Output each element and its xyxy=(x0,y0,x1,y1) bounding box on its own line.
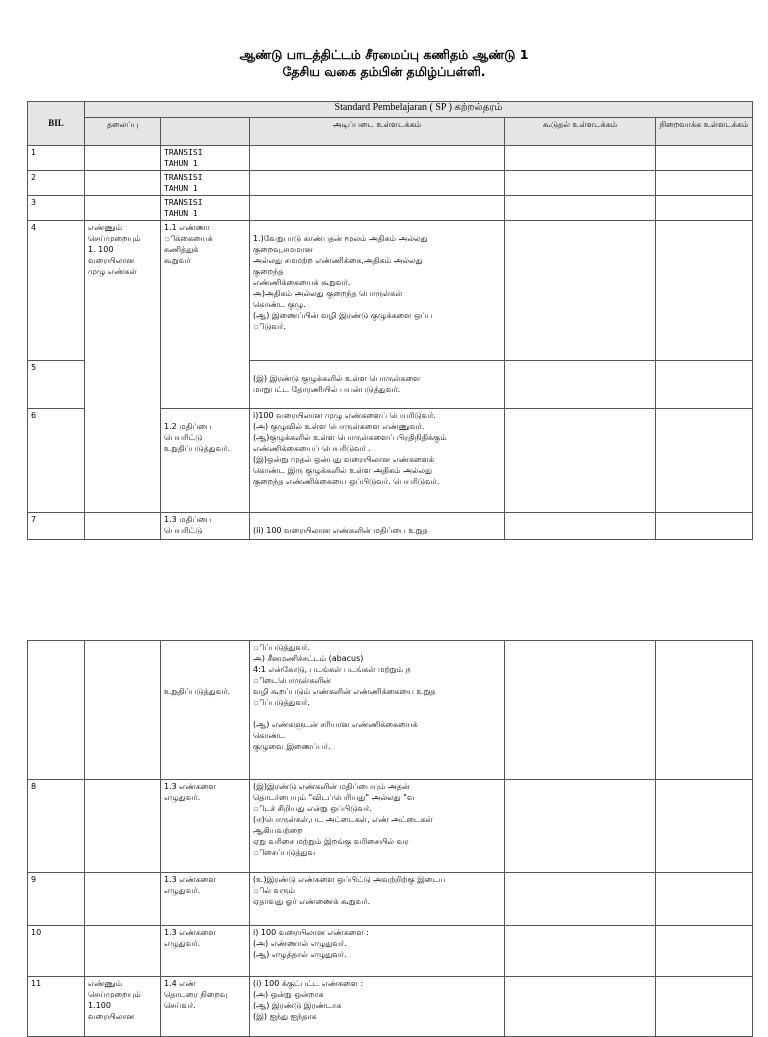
row-topic xyxy=(85,171,161,196)
header-topic: தலைப்பு xyxy=(85,118,161,146)
row-basic-content xyxy=(250,171,505,196)
row-bil: 10 xyxy=(28,926,85,977)
row-basic-content xyxy=(250,196,505,221)
row-additional-content xyxy=(505,146,656,171)
header-completion-content: நிறைவாக்க உள்ளடக்கம் xyxy=(656,118,753,146)
row-additional-content xyxy=(505,221,656,361)
row-basic-content xyxy=(250,146,505,171)
syllabus-table-page1 xyxy=(27,101,753,540)
row-additional-content xyxy=(505,196,656,221)
syllabus-table-page2 xyxy=(27,640,753,1037)
row-completion-content xyxy=(656,221,753,361)
row-basic-content: (இ) இரண்டு குழுக்களில் உள்ள பொருள்களை மாறுபட்ட தோரணியில் பயன்படுத்துவர். xyxy=(250,361,505,409)
row-bil: 3 xyxy=(28,196,85,221)
row-learning-standard: 1.3 எண்களை எழுதுவர். xyxy=(161,780,250,873)
row-basic-content: 1.)வேறுபாடு காண்பதன் மூலம் அதிகம் அல்லது குறைவு,சமமான அல்லது சமமற்ற எண்ணிக்கை,அதிகம் அல்லது குறைந்த எண்ணிக்கையைக் கூறுவர். அ)அதிகம் அல்லது குறைந்த பொருள்கள் கொண்ட குழு. (ஆ) இணைப்பின் வழி இரண்டு குழுக்களை ஒப்ப ிடுவர். xyxy=(250,221,505,361)
header-basic-content: அடிப்படை உள்ளடக்கம் xyxy=(250,118,505,146)
row-bil xyxy=(28,641,85,780)
row-topic xyxy=(85,873,161,926)
row-topic xyxy=(85,196,161,221)
row-completion-content xyxy=(656,146,753,171)
row-basic-content: i)100 வரையிலான முழு எண்களைப் பெயரிடுவர். (அ) குழுவில் உள்ள பொருள்களை எண்ணுவர். (ஆ)குழுக்களில் உள்ள பொருள்களைப் பிரதிநிதிக்கும் எண்ணிக்கையைப் பெயரிடுவர் . (இ)ஒன்று முதல் ஒன்பது வரையிலான எண்களைக் கொண்ட இரு குழுக்களில் உள்ள அதிகம் அல்லது குறைந்த எண்ணிக்கையை ஒப்பிடுவர். பெயரிடுவர். xyxy=(250,409,505,513)
row-bil: 5 xyxy=(28,361,85,409)
row-completion-content xyxy=(656,926,753,977)
row-bil: 1 xyxy=(28,146,85,171)
row-topic xyxy=(85,513,161,540)
row-bil: 8 xyxy=(28,780,85,873)
row-additional-content xyxy=(505,641,656,780)
table-row xyxy=(28,513,753,540)
table-row xyxy=(28,873,753,926)
row-completion-content xyxy=(656,361,753,409)
row-bil: 11 xyxy=(28,977,85,1037)
table-row xyxy=(28,221,753,361)
row-learning-standard: 1.3 எண்களை எழுதுவர். xyxy=(161,926,250,977)
row-basic-content: ிப்படுத்துவர். அ) சீனமணிச்சட்டம் (abacus) 4:1 என்கோடு, படங்கள் படங்கள் மற்றும் ந ிடைபொருள்களின் வழி கூறப்படும் எண்களின் எண்ணிக்கையை உறுத ிப்படுத்துவர். (ஆ) எண்களுடன் சரியான எண்ணிக்கையைக் கொண்ட குழுவை இணைப்பர். xyxy=(250,641,505,780)
row-topic xyxy=(85,926,161,977)
row-topic xyxy=(85,146,161,171)
row-basic-content: i) 100 வரையிலான எண்களை : (அ) எண்ணால் எழுதுவர். (ஆ) எழுத்தால் எழுதுவர். xyxy=(250,926,505,977)
header-standard-pembelajaran: Standard Pembelajaran ( SP ) கற்றல்தரம் xyxy=(85,102,753,118)
row-learning-standard: 1.2 மதிப்பை பெயரிட்டு உறுதிப்படுத்துவர். xyxy=(161,409,250,513)
row-learning-standard: TRANSISI TAHUN 1 xyxy=(161,171,250,196)
row-completion-content xyxy=(656,171,753,196)
row-learning-standard: TRANSISI TAHUN 1 xyxy=(161,146,250,171)
row-basic-content: (உ)இரண்டு எண்களை ஒப்பிட்டு அவற்றிற்கு இடைய ில் வரும் ஏதாவது ஓர் எண்ணைக் கூறுவர். xyxy=(250,873,505,926)
row-completion-content xyxy=(656,641,753,780)
row-learning-standard: 1.1 எண்ணா ிக்கையைக் கணித்துக் கூறுவர் xyxy=(161,221,250,409)
table-row xyxy=(28,196,753,221)
row-completion-content xyxy=(656,977,753,1037)
row-learning-standard: TRANSISI TAHUN 1 xyxy=(161,196,250,221)
row-learning-standard: 1.3 மதிப்பை பெயரிட்டு xyxy=(161,513,250,540)
row-additional-content xyxy=(505,361,656,409)
row-basic-content: (இ)இரண்டு எண்களின் மதிப்பையும் அதன் தொடர்பையும் "விடப்பெரியது" அல்லது "வ ிடச் சிறியது என்று ஒப்பிடுவர். (ஈ)பொருள்கள்,பட அட்டைகள், எண் அட்டைகள் ஆகியவற்றை ஏறு வரிசை மற்றும் இறங்கு வரிசையில் வர ிசைப்படுத்துவ xyxy=(250,780,505,873)
row-completion-content xyxy=(656,409,753,513)
row-completion-content xyxy=(656,513,753,540)
row-topic xyxy=(85,641,161,780)
header-blank xyxy=(161,118,250,146)
row-basic-content: (i) 100 க்குட்பட்ட எண்களை : (அ) ஒன்று ஒன்றாக (ஆ) இரண்டு இரண்டாக (இ) ஐந்து ஐந்தாக xyxy=(250,977,505,1037)
row-additional-content xyxy=(505,977,656,1037)
document-title: ஆண்டு பாடத்திட்டம் சீரமைப்பு கணிதம் ஆண்டு 1 xyxy=(239,47,529,62)
row-bil: 9 xyxy=(28,873,85,926)
row-learning-standard: 1.3 எண்களை எழுதுவர். xyxy=(161,873,250,926)
row-learning-standard: 1.4 எண் தொடரை நிறைவு செய்வர். xyxy=(161,977,250,1037)
row-completion-content xyxy=(656,873,753,926)
row-additional-content xyxy=(505,926,656,977)
row-additional-content xyxy=(505,513,656,540)
row-additional-content xyxy=(505,409,656,513)
row-additional-content xyxy=(505,873,656,926)
row-additional-content xyxy=(505,171,656,196)
row-completion-content xyxy=(656,780,753,873)
row-basic-content: (ii) 100 வரையிலான எண்களின் மதிப்பை உறுத xyxy=(250,513,505,540)
row-bil: 2 xyxy=(28,171,85,196)
header-bil: BIL xyxy=(28,102,85,146)
row-bil: 7 xyxy=(28,513,85,540)
table-row xyxy=(28,171,753,196)
row-additional-content xyxy=(505,780,656,873)
table-row xyxy=(28,641,753,780)
table-row xyxy=(28,780,753,873)
row-bil: 4 xyxy=(28,221,85,361)
table-row xyxy=(28,926,753,977)
row-topic xyxy=(85,780,161,873)
row-topic: எண்ணும் செய்முறையும் 1. 100 வரையிலான முழு எண்கள் xyxy=(85,221,161,513)
header-additional-content: கூடுதல் உள்ளடக்கம் xyxy=(505,118,656,146)
row-topic: எண்ணும் செய்முறையும் 1.100 வரையிலான xyxy=(85,977,161,1037)
table-row xyxy=(28,977,753,1037)
row-learning-standard: உறுதிப்படுத்துவர். xyxy=(161,641,250,780)
row-completion-content xyxy=(656,196,753,221)
school-name: தேசிய வகை தம்பின் தமிழ்ப்பள்ளி. xyxy=(282,64,486,79)
table-row xyxy=(28,146,753,171)
row-bil: 6 xyxy=(28,409,85,513)
